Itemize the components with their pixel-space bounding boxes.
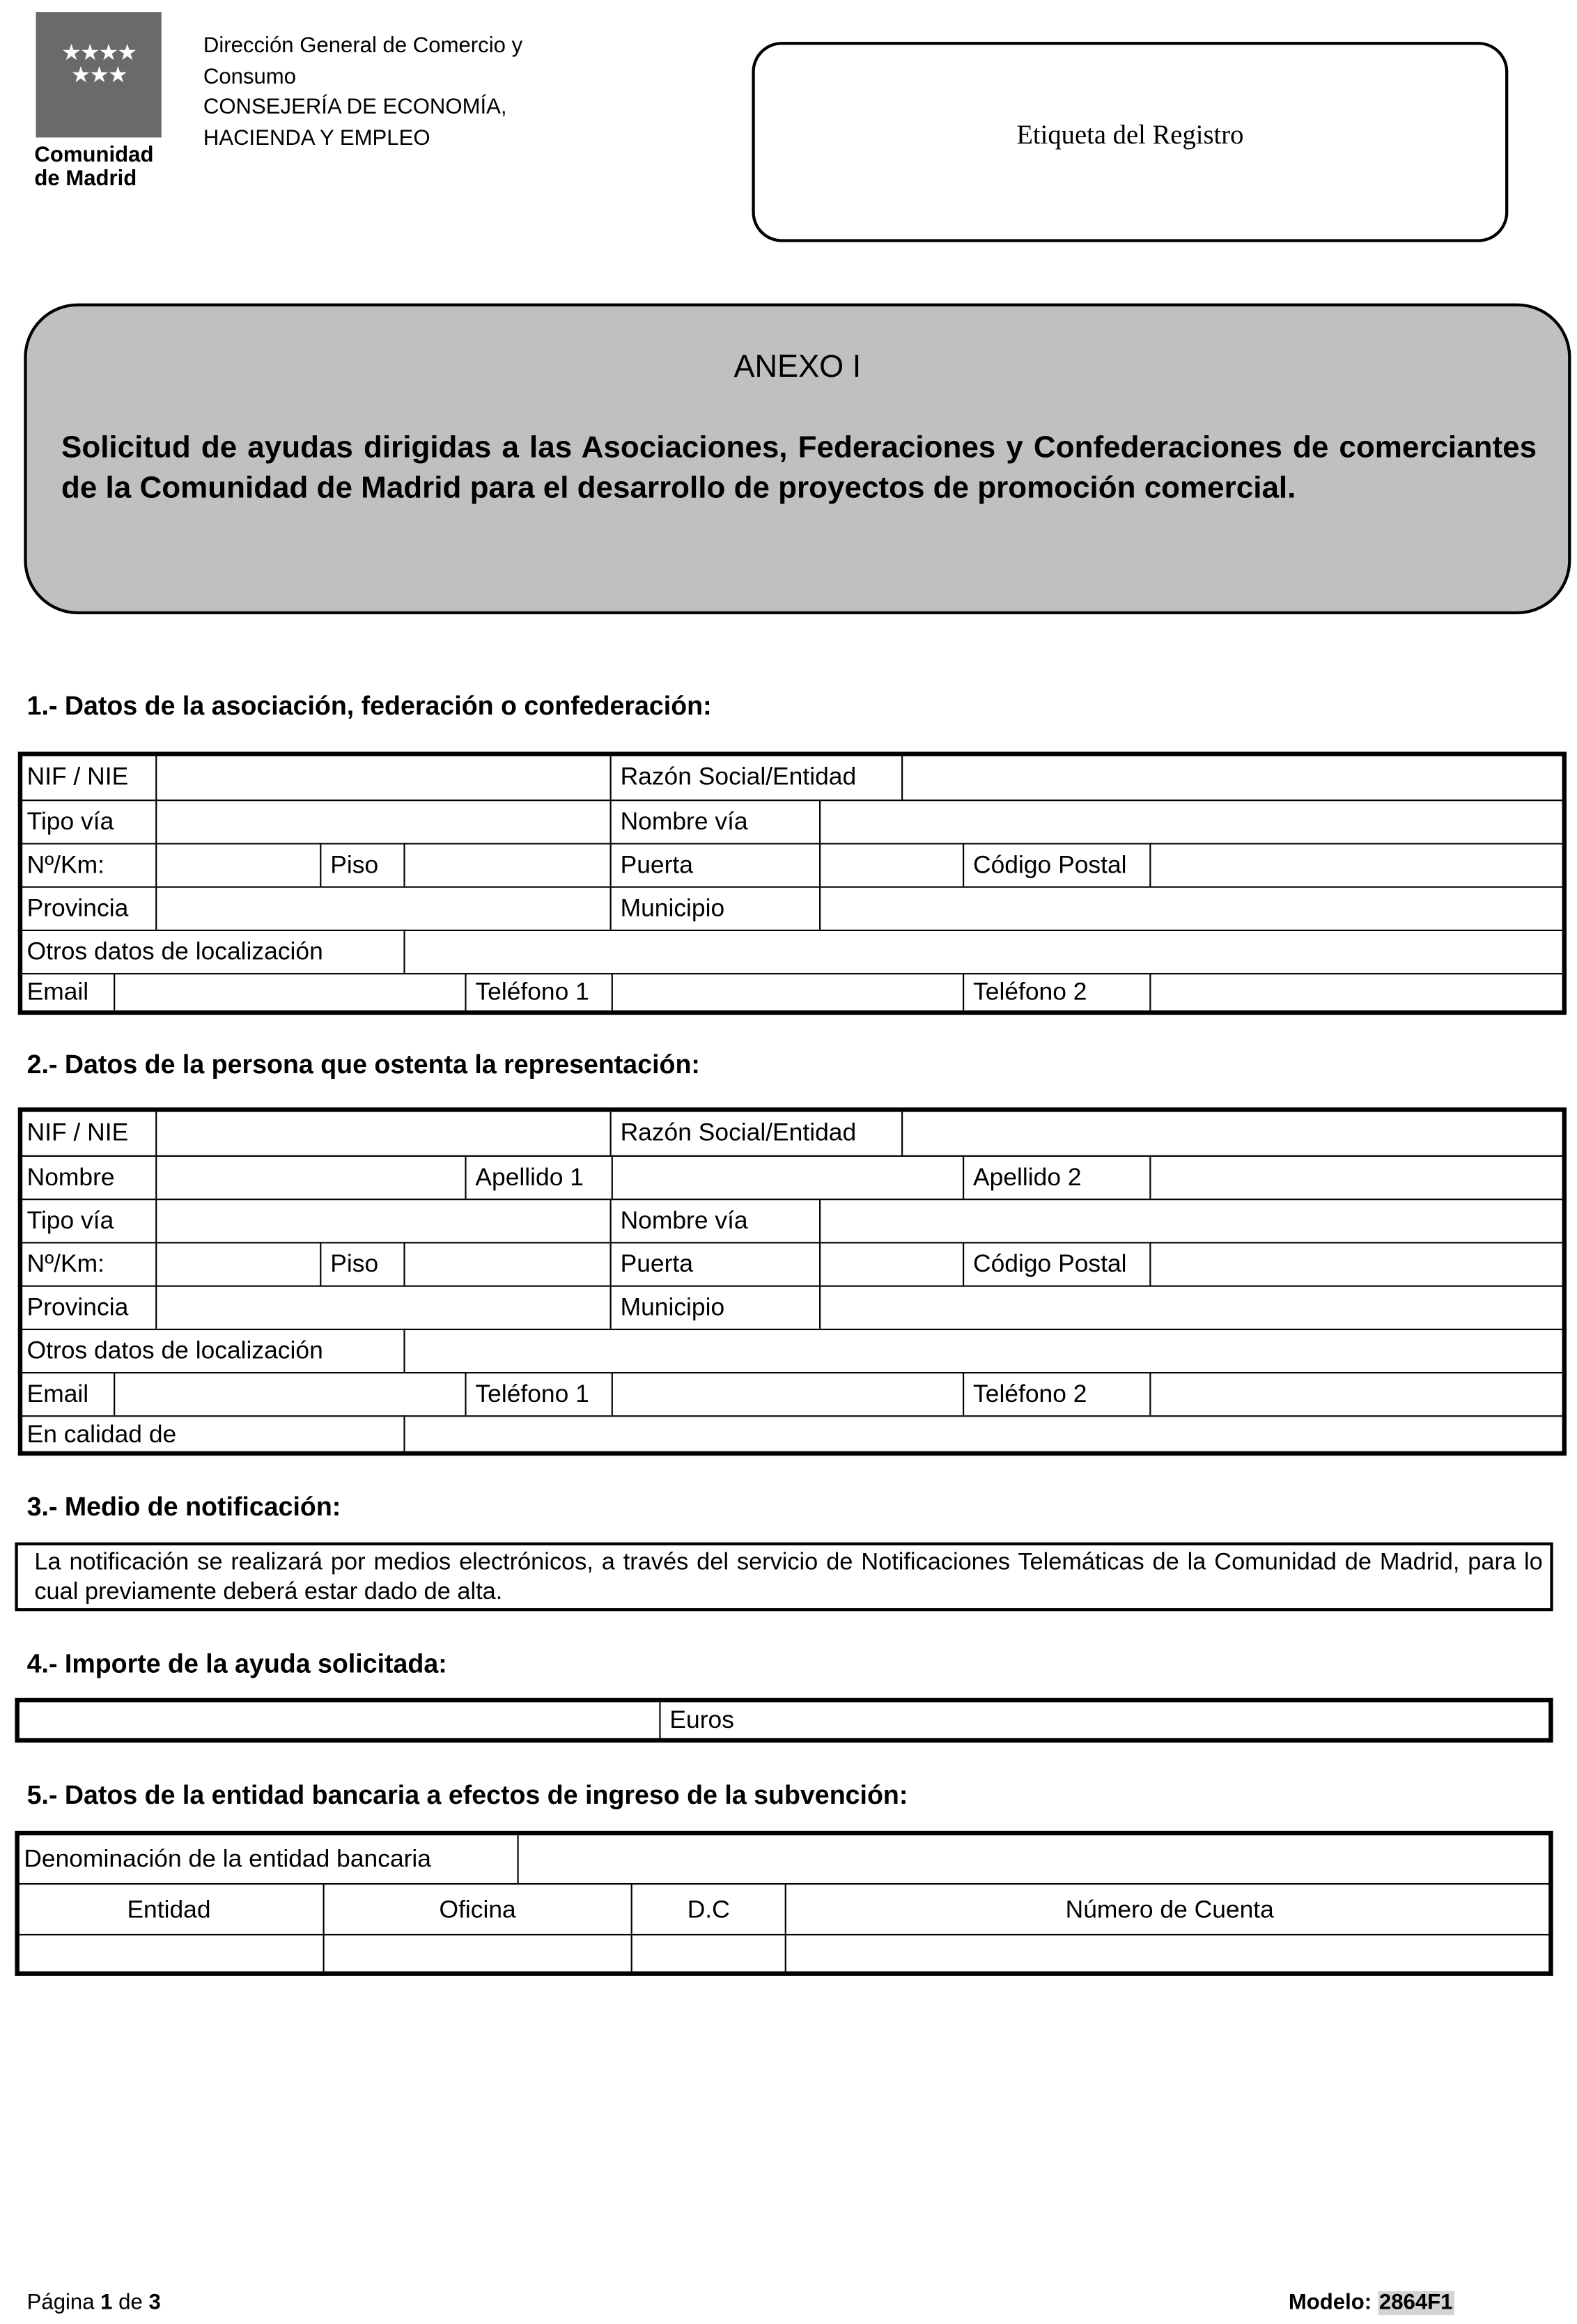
field-label: Provincia	[18, 887, 155, 930]
form-input-field[interactable]	[1149, 1242, 1567, 1285]
form-input-field[interactable]	[114, 973, 465, 1011]
section4-heading: 4.- Importe de la ayuda solicitada:	[26, 1648, 447, 1678]
form-input-field[interactable]	[819, 887, 1567, 930]
logo-text-line1: Comunidad	[34, 143, 154, 168]
section1-heading: 1.- Datos de la asociación, federación o confederación:	[26, 690, 712, 721]
form-input-field[interactable]	[1149, 973, 1567, 1011]
field-label: Apellido 1	[465, 1155, 611, 1199]
association-data-table	[18, 751, 1567, 1015]
form-input-field[interactable]	[155, 887, 609, 930]
field-label: Nº/Km:	[18, 1242, 155, 1285]
notification-text: La notificación se realizará por medios electrónicos, a través del servicio de Notificaciones Telemáticas de la Comunidad de Madrid, para lo cual previamente deberá estar dado de alta.	[15, 1543, 1553, 1612]
field-label: Provincia	[18, 1286, 155, 1329]
form-title: Solicitud de ayudas dirigidas a las Asociaciones, Federaciones y Confederaciones de comerciantes de la Comunidad de Madrid para el desarrollo de proyectos de promoción comercial.	[61, 430, 1537, 506]
field-label: Piso	[320, 1242, 403, 1285]
form-input-field[interactable]	[612, 973, 963, 1011]
field-label: Municipio	[610, 887, 819, 930]
field-label: Puerta	[610, 1242, 819, 1285]
field-label: NIF / NIE	[26, 763, 129, 791]
form-input-field[interactable]	[155, 800, 609, 843]
org-line: CONSEJERÍA DE ECONOMÍA,	[203, 95, 507, 120]
field-label: Oficina	[323, 1883, 631, 1934]
form-input-field[interactable]	[155, 756, 609, 800]
form-input-field[interactable]	[518, 1835, 1553, 1883]
page-of: de	[118, 2291, 143, 2316]
field-label: Entidad	[15, 1883, 323, 1934]
form-input-field[interactable]	[155, 1242, 320, 1285]
org-line: Consumo	[203, 65, 297, 89]
form-input-field[interactable]	[631, 1934, 785, 1972]
field-label: Teléfono 2	[963, 1372, 1149, 1415]
field-label: Tipo vía	[18, 1199, 155, 1242]
form-input-field[interactable]	[155, 1112, 609, 1155]
field-label: En calidad de	[18, 1415, 404, 1451]
field-label: Código Postal	[963, 1242, 1149, 1285]
organization-name	[203, 31, 522, 154]
form-input-field[interactable]	[1149, 1372, 1567, 1415]
form-input-field[interactable]	[785, 1934, 1553, 1972]
form-input-field[interactable]	[114, 1372, 465, 1415]
field-label: Teléfono 1	[465, 1372, 611, 1415]
representative-data-table	[18, 1107, 1567, 1456]
field-label: Nº/Km:	[18, 843, 155, 886]
field-label: Email	[18, 973, 114, 1011]
model-code: 2864F1	[1378, 2291, 1454, 2315]
page-total: 3	[148, 2291, 161, 2316]
form-input-field[interactable]	[819, 843, 963, 886]
org-line: Dirección General de Comercio y	[203, 34, 523, 59]
page-label: Página	[26, 2291, 95, 2316]
logo-text	[34, 143, 153, 192]
form-input-field[interactable]	[819, 800, 1567, 843]
form-input-field[interactable]	[403, 930, 1567, 973]
form-input-field[interactable]	[819, 1199, 1567, 1242]
field-label: Nombre	[18, 1155, 155, 1199]
form-input-field[interactable]	[612, 1155, 963, 1199]
registry-label: Etiqueta del Registro	[1016, 119, 1244, 150]
field-label: Otros datos de localización	[18, 930, 404, 973]
field-label: Teléfono 1	[465, 973, 611, 1011]
form-input-field[interactable]	[403, 1242, 609, 1285]
form-input-field[interactable]	[1149, 843, 1567, 886]
form-input-field[interactable]	[155, 1155, 465, 1199]
form-input-field[interactable]	[403, 843, 609, 886]
logo-text-line2: de Madrid	[34, 167, 137, 192]
form-input-field[interactable]	[819, 1242, 963, 1285]
form-input-field[interactable]	[155, 1199, 609, 1242]
field-label: Teléfono 2	[963, 973, 1149, 1011]
section3-heading: 3.- Medio de notificación:	[26, 1491, 341, 1522]
logo-stars-icon: ★★★★ ★★★	[61, 40, 137, 88]
page-current: 1	[100, 2291, 113, 2316]
section5-heading: 5.- Datos de la entidad bancaria a efectos de ingreso de la subvención:	[26, 1779, 908, 1810]
field-label: Nombre vía	[610, 800, 819, 843]
title-box	[24, 304, 1571, 614]
page-number	[27, 2291, 161, 2315]
amount-input[interactable]	[20, 1702, 659, 1738]
form-input-field[interactable]	[155, 843, 320, 886]
field-label: Número de Cuenta	[785, 1883, 1553, 1934]
bank-data-table	[15, 1831, 1553, 1976]
org-line: HACIENDA Y EMPLEO	[203, 126, 430, 150]
section2-heading: 2.- Datos de la persona que ostenta la representación:	[26, 1049, 700, 1079]
form-input-field[interactable]	[612, 1372, 963, 1415]
form-input-field[interactable]	[15, 1934, 323, 1972]
form-input-field[interactable]	[819, 1286, 1567, 1329]
model-number	[1289, 2291, 1454, 2315]
field-label: Denominación de la entidad bancaria	[24, 1846, 431, 1873]
field-label: Nombre vía	[610, 1199, 819, 1242]
field-label: Email	[18, 1372, 114, 1415]
form-input-field[interactable]	[1149, 1155, 1567, 1199]
field-label: Piso	[320, 843, 403, 886]
field-label: Municipio	[610, 1286, 819, 1329]
amount-table	[15, 1698, 1553, 1742]
field-label: Razón Social/Entidad	[610, 756, 901, 800]
model-label: Modelo:	[1288, 2291, 1372, 2316]
registry-label-box	[752, 42, 1508, 242]
form-input-field[interactable]	[901, 1112, 1567, 1155]
form-input-field[interactable]	[901, 756, 1567, 800]
field-label: Otros datos de localización	[18, 1329, 404, 1372]
field-label: Razón Social/Entidad	[610, 1112, 901, 1155]
form-input-field[interactable]	[403, 1329, 1567, 1372]
currency-label: Euros	[659, 1702, 1553, 1738]
annex-label: ANEXO I	[733, 350, 862, 384]
field-label: Apellido 2	[963, 1155, 1149, 1199]
form-input-field[interactable]	[403, 1415, 1567, 1451]
field-label: NIF / NIE	[26, 1119, 129, 1146]
field-label: Puerta	[610, 843, 819, 886]
field-label: Código Postal	[963, 843, 1149, 886]
form-input-field[interactable]	[323, 1934, 631, 1972]
field-label: Tipo vía	[18, 800, 155, 843]
field-label: D.C	[631, 1883, 785, 1934]
form-input-field[interactable]	[155, 1286, 609, 1329]
